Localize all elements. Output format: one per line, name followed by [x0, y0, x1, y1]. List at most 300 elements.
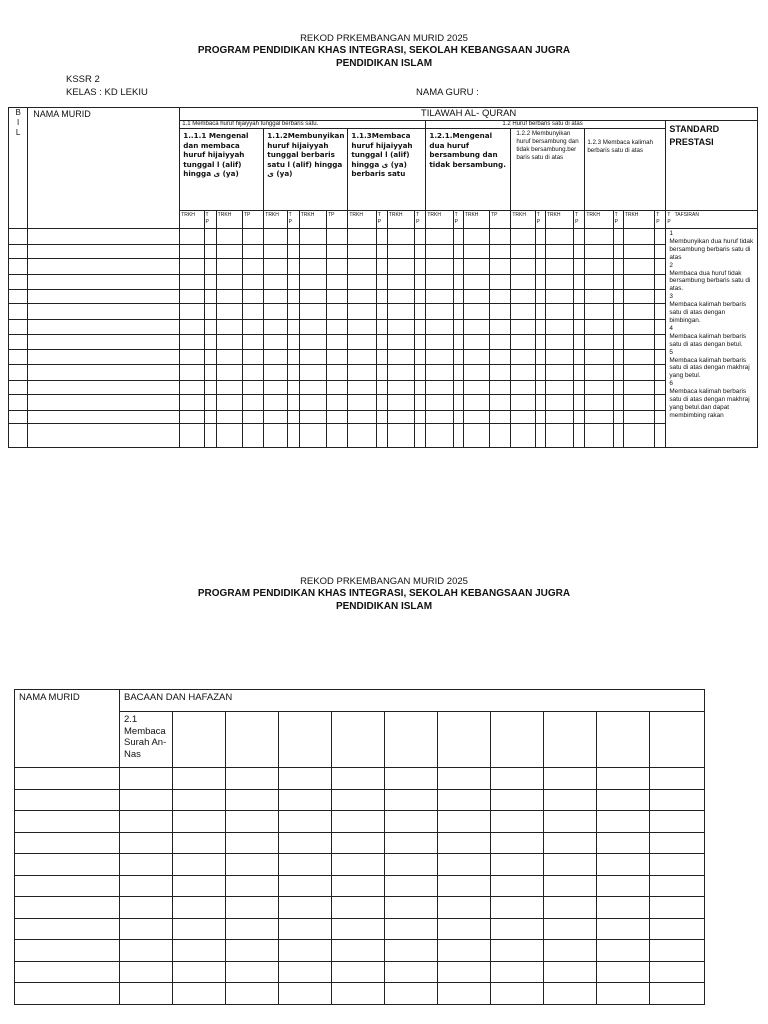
record-cell [385, 918, 438, 940]
record-cell [463, 244, 489, 259]
record-cell [613, 364, 623, 380]
student-name-cell [28, 275, 180, 290]
record-cell [279, 832, 332, 854]
record-cell [9, 334, 28, 350]
record-cell [264, 244, 287, 259]
student-row [9, 275, 758, 290]
record-cell [204, 259, 216, 275]
record-cell [327, 259, 348, 275]
trkh-header: TRKH [511, 211, 535, 229]
record-cell [453, 364, 463, 380]
record-cell [655, 304, 666, 320]
record-cell [180, 364, 204, 380]
student-row [9, 424, 758, 448]
record-cell [376, 350, 387, 365]
record-cell [544, 789, 597, 811]
record-cell [574, 350, 585, 365]
record-cell [332, 961, 385, 983]
record-cell [327, 350, 348, 365]
record-cell [463, 395, 489, 411]
record-cell [544, 854, 597, 876]
record-cell [511, 244, 535, 259]
record-cell [453, 424, 463, 448]
record-cell [545, 395, 573, 411]
record-cell [585, 289, 613, 304]
record-cell [585, 334, 613, 350]
record-cell [387, 364, 414, 380]
record-cell [597, 961, 650, 983]
record-cell [585, 259, 613, 275]
record-cell [348, 244, 376, 259]
tafsiran-item: Membaca dua huruf tidak bersambung berbaris satu di atas. [669, 269, 751, 293]
record-cell [491, 897, 544, 919]
record-cell [9, 275, 28, 290]
record-cell [204, 410, 216, 423]
record-cell [491, 811, 544, 833]
tafsiran-item: 1 [669, 230, 673, 237]
record-cell [597, 983, 650, 1005]
record-cell [299, 424, 326, 448]
student-row [15, 768, 705, 790]
record-cell [623, 350, 654, 365]
student-row [9, 364, 758, 380]
student-row [15, 811, 705, 833]
student-row [9, 410, 758, 423]
tp-split-header: T P [204, 211, 216, 229]
record-cell [650, 983, 705, 1005]
record-cell [327, 289, 348, 304]
record-cell [279, 961, 332, 983]
record-cell [279, 768, 332, 790]
record-cell [287, 334, 299, 350]
trkh-header: TRKH [299, 211, 326, 229]
record-cell [535, 395, 545, 411]
record-cell [535, 364, 545, 380]
record-cell [204, 380, 216, 395]
record-cell [490, 304, 511, 320]
record-cell [173, 983, 226, 1005]
tp-header: TP [490, 211, 511, 229]
record-cell [511, 275, 535, 290]
record-cell [545, 350, 573, 365]
record-cell [385, 940, 438, 962]
student-name-cell [28, 395, 180, 411]
record-cell [613, 395, 623, 411]
record-cell [226, 832, 279, 854]
student-row [15, 832, 705, 854]
student-row [15, 983, 705, 1005]
record-cell [243, 380, 264, 395]
subject-title-2: PENDIDIKAN ISLAM [335, 601, 433, 612]
record-cell [453, 304, 463, 320]
record-cell [243, 229, 264, 245]
record-cell [299, 395, 326, 411]
student-row [15, 918, 705, 940]
record-cell [204, 364, 216, 380]
record-cell [545, 259, 573, 275]
record-cell [387, 244, 414, 259]
record-cell [585, 380, 613, 395]
student-name-cell [15, 983, 120, 1005]
record-cell [545, 334, 573, 350]
student-name-cell [28, 289, 180, 304]
record-cell [415, 259, 426, 275]
record-cell [287, 275, 299, 290]
record-cell [385, 789, 438, 811]
record-cell [279, 897, 332, 919]
record-cell [299, 304, 326, 320]
record-cell [243, 275, 264, 290]
record-cell [574, 319, 585, 334]
record-cell [327, 410, 348, 423]
tp-split-header: T P [535, 211, 545, 229]
record-cell [623, 334, 654, 350]
record-cell [279, 940, 332, 962]
record-cell [120, 897, 173, 919]
record-cell [511, 304, 535, 320]
record-cell [463, 380, 489, 395]
student-name-cell [28, 259, 180, 275]
record-cell [287, 424, 299, 448]
record-cell [204, 304, 216, 320]
record-cell [327, 395, 348, 411]
record-cell [585, 395, 613, 411]
record-cell [204, 289, 216, 304]
standard-prestasi-header: STANDARD PRESTASI [666, 121, 758, 211]
record-cell [180, 229, 204, 245]
record-cell [120, 961, 173, 983]
student-name-cell [15, 811, 120, 833]
record-cell [216, 244, 242, 259]
skill-cell-empty [226, 712, 279, 768]
record-cell [650, 961, 705, 983]
record-cell [216, 229, 242, 245]
record-cell [535, 424, 545, 448]
record-cell [9, 304, 28, 320]
student-name-cell [15, 789, 120, 811]
record-cell [264, 259, 287, 275]
skill-cell-empty [279, 712, 332, 768]
record-cell [415, 350, 426, 365]
record-cell [585, 229, 613, 245]
student-name-cell [28, 319, 180, 334]
record-cell [387, 424, 414, 448]
record-cell [490, 275, 511, 290]
record-cell [243, 334, 264, 350]
record-cell [376, 289, 387, 304]
student-name-cell [15, 918, 120, 940]
student-name-cell [28, 334, 180, 350]
record-cell [387, 275, 414, 290]
record-cell [387, 259, 414, 275]
record-cell [438, 897, 491, 919]
tafsiran-item: Membaca kalimah berbaris satu di atas dengan makhraj yang betul.dan dapat membimbing rakan [669, 388, 750, 419]
record-cell [426, 275, 453, 290]
record-cell [585, 350, 613, 365]
tafsiran-item: Membaca kalimah berbaris satu di atas dengan betul. [669, 332, 747, 348]
record-cell [204, 244, 216, 259]
record-cell [491, 854, 544, 876]
record-cell [120, 983, 173, 1005]
record-cell [279, 983, 332, 1005]
record-cell [544, 811, 597, 833]
record-cell [376, 364, 387, 380]
record-cell [623, 244, 654, 259]
record-cell [426, 244, 453, 259]
skill-cell-empty [173, 712, 226, 768]
record-cell [387, 304, 414, 320]
record-cell [120, 940, 173, 962]
record-cell [279, 854, 332, 876]
record-cell [180, 424, 204, 448]
skill-1-2-3: 1.2.3 Membaca kalimah berbaris satu di atas [585, 129, 666, 211]
record-cell [9, 229, 28, 245]
student-name-cell [28, 410, 180, 423]
record-cell [376, 275, 387, 290]
record-cell [180, 275, 204, 290]
record-cell [535, 275, 545, 290]
record-cell [623, 229, 654, 245]
record-cell [173, 875, 226, 897]
record-cell [535, 334, 545, 350]
record-cell [453, 229, 463, 245]
student-row [9, 334, 758, 350]
record-cell [348, 275, 376, 290]
student-name-cell [15, 897, 120, 919]
tilawah-header: TILAWAH AL- QURAN [180, 108, 758, 121]
record-cell [264, 364, 287, 380]
record-cell [9, 244, 28, 259]
tafsiran-item: 2 [669, 261, 673, 269]
record-cell [287, 319, 299, 334]
student-row [9, 244, 758, 259]
record-cell [332, 768, 385, 790]
record-cell [9, 395, 28, 411]
record-cell [226, 961, 279, 983]
record-cell [216, 350, 242, 365]
record-cell [180, 350, 204, 365]
student-row [15, 961, 705, 983]
record-cell [415, 244, 426, 259]
record-cell [327, 364, 348, 380]
record-cell [574, 410, 585, 423]
record-cell [226, 875, 279, 897]
record-cell [216, 380, 242, 395]
record-cell [120, 854, 173, 876]
record-cell [545, 304, 573, 320]
record-cell [243, 410, 264, 423]
record-cell [426, 319, 453, 334]
record-cell [387, 410, 414, 423]
trkh-header: TRKH [264, 211, 287, 229]
record-cell [535, 319, 545, 334]
student-name-cell [28, 380, 180, 395]
record-cell [463, 350, 489, 365]
record-cell [376, 410, 387, 423]
record-cell [387, 350, 414, 365]
record-cell [173, 897, 226, 919]
record-cell [299, 289, 326, 304]
tafsiran-item: 6 [669, 380, 673, 388]
record-cell [426, 380, 453, 395]
program-title-2: PROGRAM PENDIDIKAN KHAS INTEGRASI, SEKOLAH KEBANGSAAN JUGRA [197, 588, 571, 599]
record-cell [216, 424, 242, 448]
record-cell [173, 961, 226, 983]
record-cell [279, 811, 332, 833]
record-cell [491, 940, 544, 962]
record-cell [299, 364, 326, 380]
record-cell [597, 854, 650, 876]
record-cell [9, 289, 28, 304]
record-cell [376, 380, 387, 395]
trkh-header: TRKH [387, 211, 414, 229]
record-cell [585, 319, 613, 334]
record-cell [453, 334, 463, 350]
record-cell [438, 811, 491, 833]
record-cell [438, 789, 491, 811]
record-cell [385, 897, 438, 919]
record-cell [327, 229, 348, 245]
record-cell [180, 395, 204, 411]
record-cell [299, 229, 326, 245]
record-cell [299, 410, 326, 423]
record-cell [613, 350, 623, 365]
record-cell [490, 334, 511, 350]
record-cell [535, 229, 545, 245]
record-cell [9, 364, 28, 380]
record-cell [655, 424, 666, 448]
record-cell [490, 244, 511, 259]
record-cell [332, 875, 385, 897]
record-cell [327, 244, 348, 259]
record-cell [299, 259, 326, 275]
record-cell [597, 875, 650, 897]
record-cell [544, 983, 597, 1005]
record-cell [348, 380, 376, 395]
student-name-cell [28, 364, 180, 380]
record-cell [623, 259, 654, 275]
record-cell [415, 289, 426, 304]
record-cell [327, 424, 348, 448]
tp-split-header: T P [415, 211, 426, 229]
kssr-label: KSSR 2 [66, 74, 100, 85]
record-cell [264, 380, 287, 395]
record-cell [453, 395, 463, 411]
skill-1-2-1: 1.2.1.Mengenal dua huruf bersambung dan tidak bersambung. [426, 129, 511, 211]
record-cell [511, 319, 535, 334]
record-cell [348, 395, 376, 411]
record-cell [426, 229, 453, 245]
record-cell [574, 395, 585, 411]
record-cell [545, 380, 573, 395]
record-cell [535, 289, 545, 304]
skill-cell-empty [650, 712, 705, 768]
record-cell [287, 229, 299, 245]
record-cell [426, 424, 453, 448]
record-cell [574, 364, 585, 380]
record-cell [535, 259, 545, 275]
student-row [9, 350, 758, 365]
record-cell [511, 395, 535, 411]
record-cell [415, 424, 426, 448]
record-cell [511, 410, 535, 423]
record-cell [299, 334, 326, 350]
record-cell [180, 244, 204, 259]
record-cell [348, 289, 376, 304]
record-cell [426, 395, 453, 411]
record-cell [545, 229, 573, 245]
tp-header: TP [327, 211, 348, 229]
trkh-header: TRKH [623, 211, 654, 229]
student-name-cell [28, 424, 180, 448]
record-cell [327, 304, 348, 320]
record-cell [204, 229, 216, 245]
record-cell [204, 319, 216, 334]
record-cell [426, 410, 453, 423]
record-cell [453, 380, 463, 395]
record-cell [491, 983, 544, 1005]
record-cell [299, 244, 326, 259]
record-cell [613, 304, 623, 320]
record-cell [650, 768, 705, 790]
record-cell [574, 304, 585, 320]
record-cell [204, 424, 216, 448]
record-cell [490, 289, 511, 304]
record-cell [463, 289, 489, 304]
record-cell [655, 350, 666, 365]
record-cell [216, 395, 242, 411]
student-row [15, 789, 705, 811]
nama-murid-header-2: NAMA MURID [15, 690, 120, 768]
tafsiran-item: 3 [669, 293, 673, 301]
record-cell [173, 940, 226, 962]
record-cell [279, 789, 332, 811]
record-cell [348, 350, 376, 365]
record-cell [545, 319, 573, 334]
record-cell [332, 811, 385, 833]
record-cell [544, 875, 597, 897]
record-cell [180, 380, 204, 395]
record-cell [327, 380, 348, 395]
record-cell [491, 918, 544, 940]
record-cell [463, 229, 489, 245]
student-name-cell [15, 854, 120, 876]
record-cell [463, 275, 489, 290]
record-cell [463, 259, 489, 275]
record-cell [226, 983, 279, 1005]
record-cell [655, 410, 666, 423]
record-cell [490, 259, 511, 275]
record-cell [544, 961, 597, 983]
record-cell [545, 410, 573, 423]
record-cell [545, 244, 573, 259]
record-cell [180, 259, 204, 275]
tp-split-header: T P [574, 211, 585, 229]
record-cell [415, 410, 426, 423]
record-cell [511, 364, 535, 380]
record-cell [426, 350, 453, 365]
record-cell [180, 334, 204, 350]
record-cell [490, 424, 511, 448]
record-cell [243, 424, 264, 448]
record-cell [463, 364, 489, 380]
record-cell [264, 410, 287, 423]
record-cell [655, 275, 666, 290]
record-cell [204, 334, 216, 350]
nama-guru-label: NAMA GURU : [416, 87, 479, 98]
record-cell [327, 334, 348, 350]
record-cell [623, 410, 654, 423]
